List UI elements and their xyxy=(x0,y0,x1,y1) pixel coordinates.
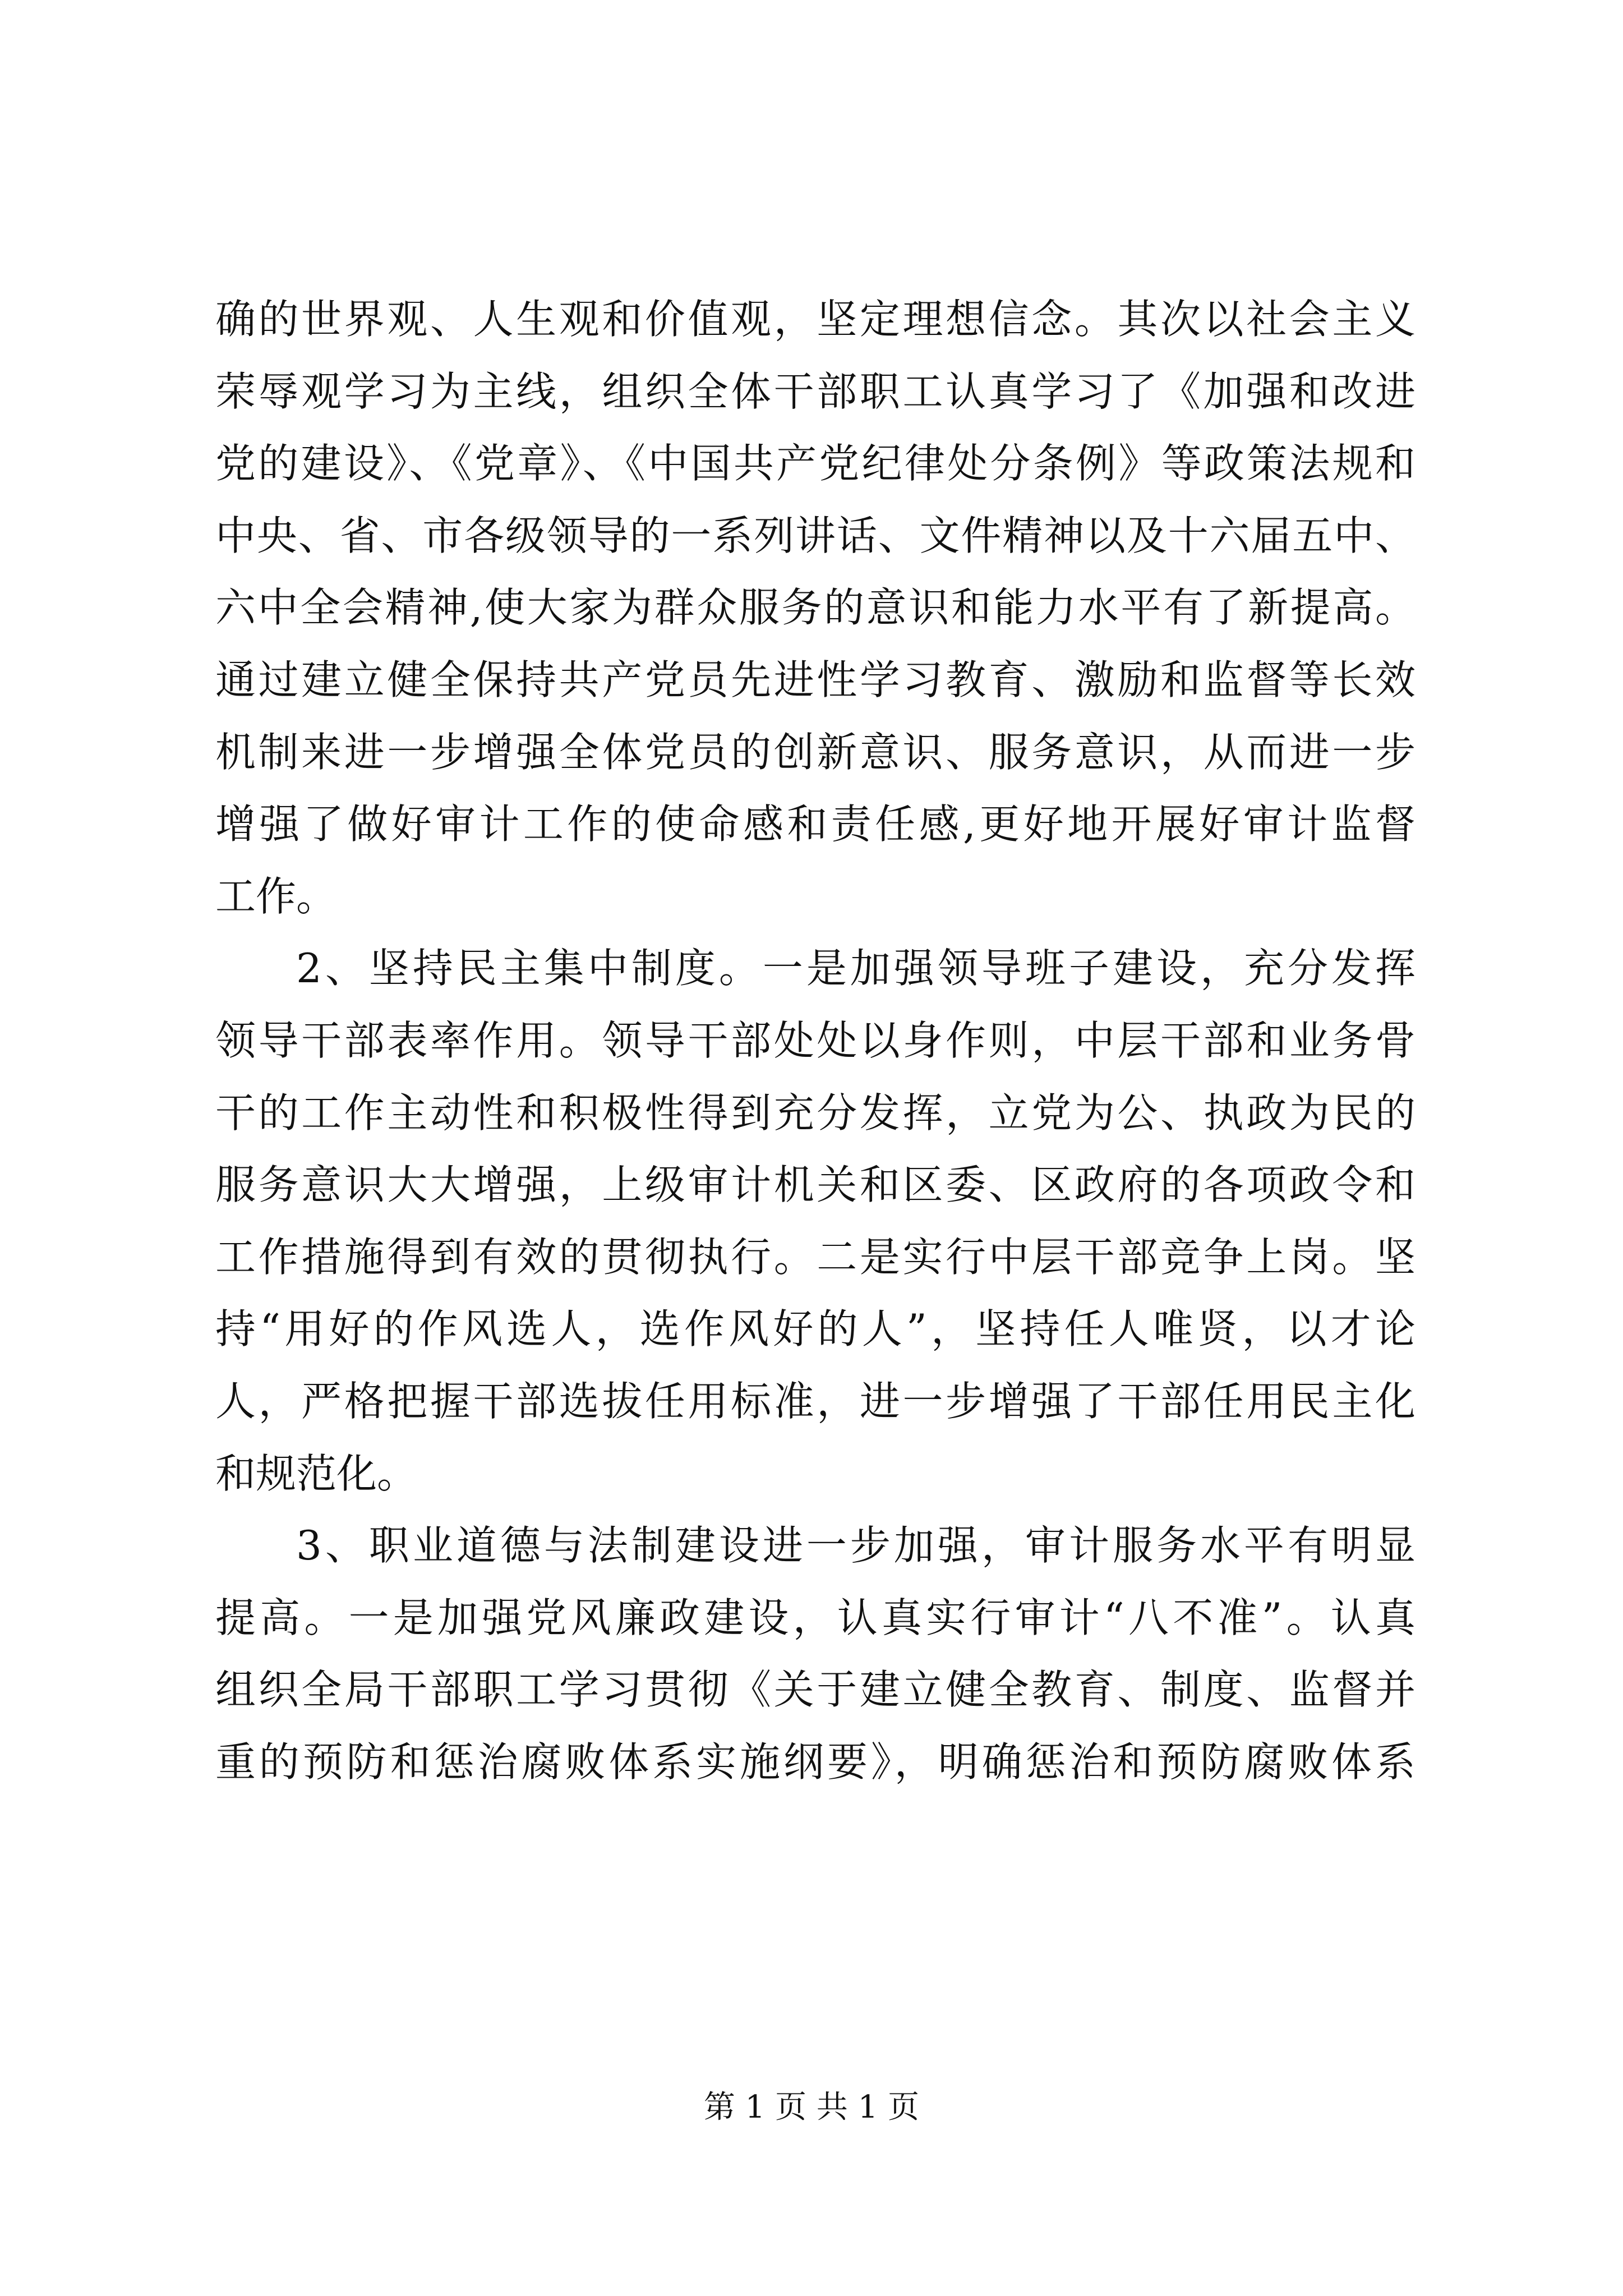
text-line: 中央、省、市各级领导的一系列讲话、文件精神以及十六届五中、 xyxy=(215,512,1415,559)
text-line: 人，严格把握干部选拔任用标准，进一步增强了干部任用民主化 xyxy=(215,1377,1415,1425)
page-number-footer: 第 1 页 共 1 页 xyxy=(703,2089,920,2125)
text-line: 工作。 xyxy=(215,872,337,920)
text-line: 服务意识大大增强，上级审计机关和区委、区政府的各项政令和 xyxy=(215,1161,1415,1209)
paragraph-3-first-line: 3、职业道德与法制建设进一步加强，审计服务水平有明显 xyxy=(296,1522,1415,1570)
text-line: 通过建立健全保持共产党员先进性学习教育、激励和监督等长效 xyxy=(215,656,1415,703)
document-body xyxy=(215,283,1415,1798)
text-line: 干的工作主动性和积极性得到充分发挥，立党为公、执政为民的 xyxy=(215,1089,1415,1137)
text-line: 增强了做好审计工作的使命感和责任感,更好地开展好审计监督 xyxy=(215,800,1415,848)
paragraph-2-first-line: 2、坚持民主集中制度。一是加强领导班子建设，充分发挥 xyxy=(296,945,1415,992)
text-line: 荣辱观学习为主线，组织全体干部职工认真学习了《加强和改进 xyxy=(215,367,1415,415)
text-line: 六中全会精神,使大家为群众服务的意识和能力水平有了新提高。 xyxy=(215,584,1415,632)
text-line: 机制来进一步增强全体党员的创新意识、服务意识，从而进一步 xyxy=(215,728,1415,776)
text-line: 提高。一是加强党风廉政建设，认真实行审计“八不准”。认真 xyxy=(215,1594,1415,1641)
text-line: 重的预防和惩治腐败体系实施纲要》，明确惩治和预防腐败体系 xyxy=(215,1738,1415,1786)
text-line: 党的建设》、《党章》、《中国共产党纪律处分条例》等政策法规和 xyxy=(215,440,1415,487)
text-line: 和规范化。 xyxy=(215,1450,418,1497)
text-line: 持“用好的作风选人，选作风好的人”，坚持任人唯贤，以才论 xyxy=(215,1305,1415,1353)
text-line: 确的世界观、人生观和价值观，坚定理想信念。其次以社会主义 xyxy=(215,296,1415,343)
text-line: 领导干部表率作用。领导干部处处以身作则，中层干部和业务骨 xyxy=(215,1016,1415,1064)
text-line: 工作措施得到有效的贯彻执行。二是实行中层干部竞争上岗。坚 xyxy=(215,1233,1415,1281)
text-line: 组织全局干部职工学习贯彻《关于建立健全教育、制度、监督并 xyxy=(215,1666,1415,1714)
